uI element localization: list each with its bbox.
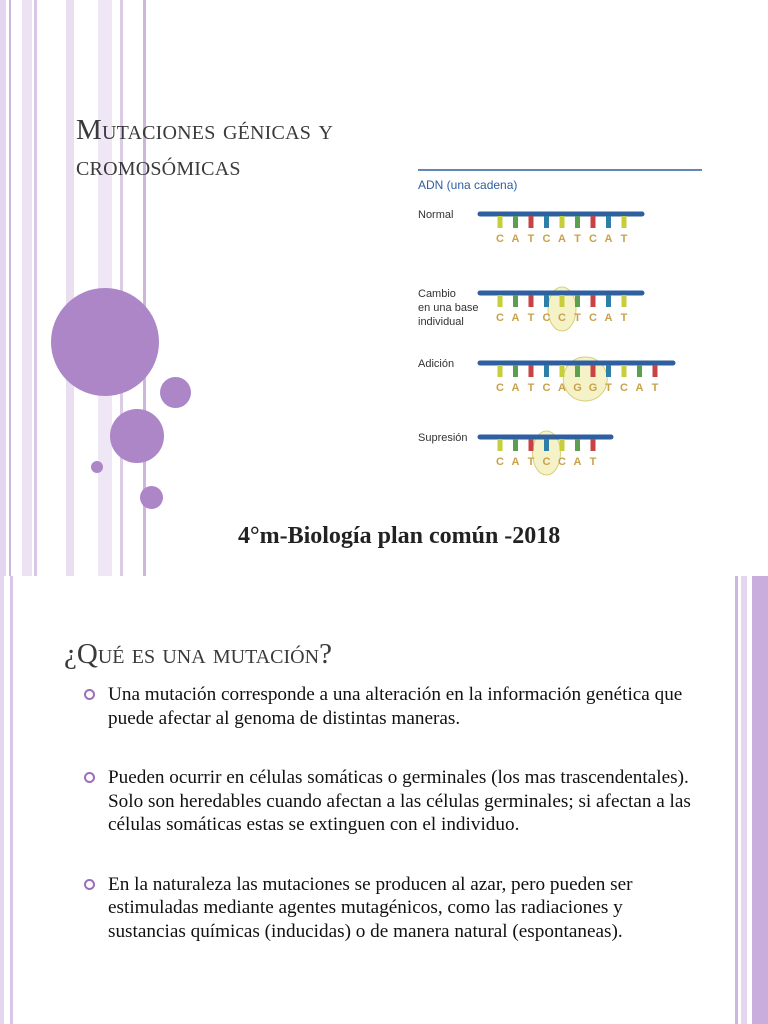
- decor-circle: [160, 377, 191, 408]
- bullet-list: [82, 683, 702, 943]
- base-letter: A: [604, 312, 613, 324]
- base-letter: T: [620, 312, 628, 324]
- decor-stripe: [0, 576, 4, 1024]
- base-stick: [544, 365, 549, 377]
- base-letter: A: [511, 382, 520, 394]
- base-stick: [575, 295, 580, 307]
- base-stick: [513, 216, 518, 228]
- base-letter: T: [574, 312, 581, 324]
- decor-stripe: [66, 0, 74, 576]
- list-item: [82, 683, 702, 730]
- base-stick: [498, 216, 503, 228]
- base-stick: [513, 295, 518, 307]
- base-letter: C: [542, 456, 551, 468]
- base-stick: [606, 365, 611, 377]
- base-letter: T: [527, 456, 535, 468]
- base-letter: C: [558, 456, 566, 468]
- base-letter: T: [527, 312, 535, 324]
- base-letter: C: [496, 382, 504, 394]
- decor-circle: [51, 288, 159, 396]
- base-stick: [544, 439, 549, 451]
- base-letter: T: [620, 233, 628, 245]
- base-stick: [498, 439, 503, 451]
- row-label: en una base: [418, 302, 479, 314]
- content-slide: [0, 576, 768, 1024]
- base-stick: [606, 295, 611, 307]
- base-letter: A: [573, 456, 582, 468]
- base-stick: [513, 365, 518, 377]
- decor-circle: [91, 461, 103, 473]
- base-letter: G: [573, 382, 582, 394]
- base-stick: [498, 295, 503, 307]
- bullet-text: En la naturaleza las mutaciones se producen al azar, pero pueden ser estimuladas mediante agentes mutagénicos, como las radiaciones y sustancias químicas (inducidas) o de manera natural (espontaneas).: [108, 873, 633, 942]
- slide-title: ¿Qué es una mutación?: [64, 638, 332, 670]
- base-letter: C: [620, 382, 628, 394]
- base-stick: [560, 216, 565, 228]
- base-letter: A: [558, 233, 566, 245]
- base-stick: [591, 365, 596, 377]
- row-label: Cambio: [418, 288, 456, 300]
- row-label: individual: [418, 316, 464, 328]
- base-stick: [529, 365, 534, 377]
- base-letter: T: [527, 382, 535, 394]
- decor-circle: [140, 486, 163, 509]
- base-stick: [591, 216, 596, 228]
- decor-stripe: [34, 0, 37, 576]
- base-stick: [513, 439, 518, 451]
- base-stick: [606, 216, 611, 228]
- base-letter: C: [496, 456, 504, 468]
- decor-stripe: [741, 576, 747, 1024]
- base-stick: [622, 216, 627, 228]
- base-letter: C: [589, 312, 597, 324]
- bullet-circle-icon: [84, 689, 95, 700]
- title-line-2: cromosómicas: [76, 150, 241, 182]
- bullet-circle-icon: [84, 772, 95, 783]
- figure-heading: ADN (una cadena): [418, 178, 518, 192]
- base-stick: [653, 365, 658, 377]
- decor-stripe: [9, 0, 11, 576]
- list-item: [82, 766, 702, 837]
- base-letter: C: [589, 233, 597, 245]
- base-letter: G: [588, 382, 598, 394]
- base-stick: [560, 295, 565, 307]
- base-stick: [544, 295, 549, 307]
- base-stick: [591, 439, 596, 451]
- decor-stripe: [735, 576, 738, 1024]
- bullet-circle-icon: [84, 879, 95, 890]
- base-letter: C: [496, 233, 504, 245]
- base-letter: C: [542, 382, 551, 394]
- row-label: Supresión: [418, 432, 468, 444]
- title-line-1: Mutaciones génicas y: [76, 114, 334, 146]
- base-stick: [544, 216, 549, 228]
- base-stick: [591, 295, 596, 307]
- base-letter: A: [635, 382, 644, 394]
- base-letter: C: [542, 233, 551, 245]
- decor-stripe: [22, 0, 32, 576]
- base-letter: A: [558, 382, 566, 394]
- base-stick: [637, 365, 642, 377]
- base-letter: A: [511, 312, 520, 324]
- base-letter: C: [496, 312, 504, 324]
- decor-stripe: [752, 576, 768, 1024]
- base-letter: C: [558, 312, 566, 324]
- decor-stripe: [10, 576, 13, 1024]
- base-letter: A: [511, 456, 520, 468]
- base-stick: [560, 365, 565, 377]
- base-stick: [560, 439, 565, 451]
- base-stick: [575, 365, 580, 377]
- base-letter: A: [511, 233, 520, 245]
- base-stick: [575, 439, 580, 451]
- decor-stripe: [0, 0, 6, 576]
- base-stick: [575, 216, 580, 228]
- base-letter: T: [651, 382, 659, 394]
- base-stick: [622, 295, 627, 307]
- slide-subtitle: 4°m-Biología plan común -2018: [238, 523, 561, 549]
- list-item: [82, 873, 702, 944]
- base-stick: [498, 365, 503, 377]
- base-stick: [529, 439, 534, 451]
- base-stick: [529, 295, 534, 307]
- row-label: Normal: [418, 209, 454, 221]
- decor-stripe: [120, 0, 123, 576]
- base-letter: C: [542, 312, 551, 324]
- base-letter: A: [604, 233, 613, 245]
- base-letter: T: [574, 233, 581, 245]
- base-letter: T: [605, 382, 612, 394]
- base-stick: [622, 365, 627, 377]
- decor-circle: [110, 409, 164, 463]
- bullet-text: Una mutación corresponde a una alteración en la información genética que puede afectar al genoma de distintas maneras.: [108, 684, 683, 729]
- bullet-text: Pueden ocurrir en células somáticas o germinales (los mas trascendentales). Solo son heredables cuando afectan a las células germinales; si afectan a las células somáticas estas se extinguen con el individuo.: [108, 767, 691, 835]
- base-stick: [529, 216, 534, 228]
- dna-mutation-figure: [410, 150, 710, 490]
- base-letter: T: [589, 456, 597, 468]
- row-label: Adición: [418, 358, 455, 370]
- base-letter: T: [527, 233, 535, 245]
